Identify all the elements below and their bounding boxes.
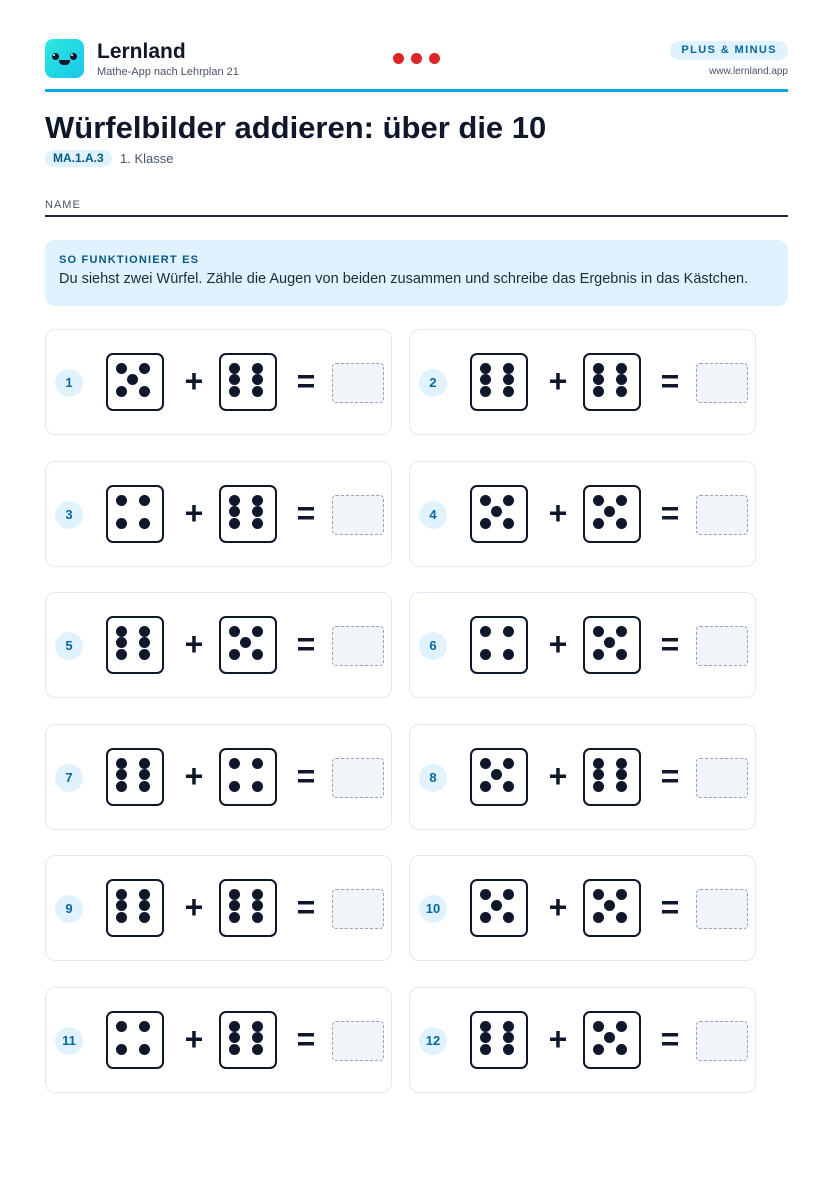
- die-pip: [616, 889, 627, 900]
- header-divider: [45, 89, 788, 92]
- task-number: 3: [55, 501, 83, 529]
- die-pip: [491, 900, 502, 911]
- grade-label: 1. Klasse: [120, 151, 174, 166]
- die-pip: [252, 781, 263, 792]
- die-pip: [503, 912, 514, 923]
- plus-sign: +: [184, 757, 204, 794]
- task-card: [409, 855, 756, 961]
- die-pip: [139, 781, 150, 792]
- task-number: 9: [55, 895, 83, 923]
- task-card: [45, 592, 392, 698]
- task-number: 10: [419, 895, 447, 923]
- die-a-icon: [470, 1011, 528, 1069]
- die-pip: [139, 518, 150, 529]
- die-pip: [116, 889, 127, 900]
- die-pip: [116, 386, 127, 397]
- task-card: [45, 987, 392, 1093]
- equals-sign: =: [660, 626, 680, 663]
- die-pip: [616, 386, 627, 397]
- header: [45, 39, 788, 91]
- task-number: 12: [419, 1027, 447, 1055]
- die-pip: [252, 386, 263, 397]
- answer-box[interactable]: [696, 758, 748, 798]
- die-b-icon: [219, 1011, 277, 1069]
- die-pip: [139, 637, 150, 648]
- die-pip: [116, 758, 127, 769]
- die-pip: [616, 1021, 627, 1032]
- die-pip: [593, 769, 604, 780]
- die-pip: [616, 1044, 627, 1055]
- die-pip: [491, 769, 502, 780]
- plus-sign: +: [184, 1021, 204, 1057]
- die-pip: [229, 912, 240, 923]
- die-pip: [116, 495, 127, 506]
- plus-sign: +: [548, 626, 568, 663]
- answer-box[interactable]: [696, 1021, 748, 1061]
- die-pip: [127, 374, 138, 385]
- die-pip: [480, 1044, 491, 1055]
- die-pip: [616, 769, 627, 780]
- die-pip: [593, 781, 604, 792]
- die-a-icon: [470, 879, 528, 937]
- die-a-icon: [470, 616, 528, 674]
- die-pip: [480, 912, 491, 923]
- die-pip: [229, 900, 240, 911]
- die-a-icon: [106, 353, 164, 411]
- die-pip: [116, 912, 127, 923]
- page-title: Würfelbilder addieren: über die 10: [45, 110, 547, 145]
- name-field[interactable]: [45, 215, 788, 217]
- die-pip: [139, 1044, 150, 1055]
- topic-badge: PLUS & MINUS: [670, 41, 788, 60]
- die-pip: [503, 1021, 514, 1032]
- name-label: NAME: [45, 199, 81, 211]
- die-pip: [593, 363, 604, 374]
- die-pip: [252, 1021, 263, 1032]
- plus-sign: +: [184, 626, 204, 663]
- equals-sign: =: [296, 889, 316, 926]
- die-pip: [491, 506, 502, 517]
- task-number: 11: [55, 1027, 83, 1055]
- website-url: www.lernland.app: [709, 66, 788, 77]
- die-pip: [139, 386, 150, 397]
- die-pip: [593, 1044, 604, 1055]
- die-pip: [616, 912, 627, 923]
- die-a-icon: [106, 485, 164, 543]
- task-card: [409, 592, 756, 698]
- equals-sign: =: [660, 757, 680, 794]
- die-b-icon: [583, 748, 641, 806]
- die-pip: [616, 781, 627, 792]
- equals-sign: =: [660, 889, 680, 926]
- die-a-icon: [106, 1011, 164, 1069]
- die-pip: [116, 900, 127, 911]
- answer-box[interactable]: [332, 758, 384, 798]
- task-card: [45, 724, 392, 830]
- plus-sign: +: [184, 494, 204, 531]
- die-pip: [593, 495, 604, 506]
- die-pip: [139, 900, 150, 911]
- plus-sign: +: [184, 889, 204, 926]
- die-pip: [139, 495, 150, 506]
- task-card: [45, 329, 392, 435]
- die-pip: [229, 1032, 240, 1043]
- task-number: 6: [419, 632, 447, 660]
- instructions-heading: SO FUNKTIONIERT ES: [59, 254, 200, 266]
- die-pip: [116, 637, 127, 648]
- die-pip: [604, 637, 615, 648]
- die-pip: [593, 386, 604, 397]
- die-pip: [616, 518, 627, 529]
- die-pip: [480, 1032, 491, 1043]
- die-pip: [252, 900, 263, 911]
- die-pip: [252, 912, 263, 923]
- die-pip: [252, 518, 263, 529]
- die-b-icon: [583, 485, 641, 543]
- die-pip: [616, 626, 627, 637]
- die-b-icon: [583, 353, 641, 411]
- answer-box[interactable]: [332, 626, 384, 666]
- die-pip: [116, 1021, 127, 1032]
- die-pip: [593, 626, 604, 637]
- die-b-icon: [219, 748, 277, 806]
- die-pip: [480, 1021, 491, 1032]
- die-pip: [252, 758, 263, 769]
- die-pip: [616, 758, 627, 769]
- die-b-icon: [219, 879, 277, 937]
- die-pip: [252, 1032, 263, 1043]
- die-pip: [503, 386, 514, 397]
- die-pip: [229, 495, 240, 506]
- die-pip: [252, 506, 263, 517]
- die-pip: [116, 363, 127, 374]
- die-pip: [604, 506, 615, 517]
- die-b-icon: [219, 353, 277, 411]
- die-pip: [229, 1044, 240, 1055]
- die-pip: [252, 495, 263, 506]
- task-card: [45, 461, 392, 567]
- task-number: 7: [55, 764, 83, 792]
- die-pip: [593, 758, 604, 769]
- plus-sign: +: [548, 363, 568, 399]
- die-pip: [229, 363, 240, 374]
- answer-box[interactable]: [332, 889, 384, 929]
- die-pip: [503, 781, 514, 792]
- equals-sign: =: [296, 626, 316, 663]
- die-pip: [116, 769, 127, 780]
- plus-sign: +: [548, 494, 568, 531]
- die-pip: [480, 889, 491, 900]
- die-pip: [252, 1044, 263, 1055]
- die-pip: [252, 363, 263, 374]
- die-pip: [503, 649, 514, 660]
- die-pip: [616, 649, 627, 660]
- die-pip: [593, 912, 604, 923]
- die-pip: [116, 518, 127, 529]
- task-number: 5: [55, 632, 83, 660]
- equals-sign: =: [296, 1021, 316, 1057]
- die-b-icon: [219, 485, 277, 543]
- die-a-icon: [106, 748, 164, 806]
- die-pip: [616, 363, 627, 374]
- curriculum-code-badge: MA.1.A.3: [45, 150, 112, 167]
- task-card: [45, 855, 392, 961]
- die-b-icon: [219, 616, 277, 674]
- equals-sign: =: [660, 363, 680, 399]
- brand-name: Lernland: [97, 40, 186, 63]
- answer-box[interactable]: [332, 1021, 384, 1061]
- die-pip: [503, 1032, 514, 1043]
- die-b-icon: [583, 616, 641, 674]
- plus-sign: +: [548, 889, 568, 926]
- die-pip: [139, 769, 150, 780]
- die-pip: [229, 506, 240, 517]
- die-pip: [116, 626, 127, 637]
- answer-box[interactable]: [332, 363, 384, 403]
- die-pip: [593, 518, 604, 529]
- die-a-icon: [470, 485, 528, 543]
- plus-sign: +: [548, 1021, 568, 1057]
- task-card: [409, 987, 756, 1093]
- die-pip: [503, 889, 514, 900]
- die-pip: [229, 374, 240, 385]
- die-pip: [480, 363, 491, 374]
- die-a-icon: [470, 748, 528, 806]
- die-pip: [480, 374, 491, 385]
- die-pip: [139, 912, 150, 923]
- die-pip: [229, 1021, 240, 1032]
- answer-box[interactable]: [696, 889, 748, 929]
- die-pip: [139, 889, 150, 900]
- answer-box[interactable]: [696, 495, 748, 535]
- die-b-icon: [583, 1011, 641, 1069]
- die-pip: [139, 649, 150, 660]
- brand-subtitle: Mathe-App nach Lehrplan 21: [97, 66, 239, 78]
- die-pip: [503, 374, 514, 385]
- die-pip: [593, 649, 604, 660]
- die-pip: [229, 889, 240, 900]
- die-pip: [252, 889, 263, 900]
- task-card: [409, 461, 756, 567]
- die-pip: [116, 781, 127, 792]
- die-a-icon: [470, 353, 528, 411]
- task-number: 1: [55, 369, 83, 397]
- task-number: 8: [419, 764, 447, 792]
- equals-sign: =: [660, 1021, 680, 1057]
- die-pip: [240, 637, 251, 648]
- die-b-icon: [583, 879, 641, 937]
- die-pip: [139, 626, 150, 637]
- task-card: [409, 724, 756, 830]
- die-pip: [229, 649, 240, 660]
- die-pip: [593, 374, 604, 385]
- logo-icon: [45, 39, 84, 78]
- instructions-text: Du siehst zwei Würfel. Zähle die Augen von beiden zusammen und schreibe das Ergebnis in das Kästchen.: [59, 271, 749, 287]
- die-pip: [593, 889, 604, 900]
- die-pip: [480, 518, 491, 529]
- die-pip: [116, 1044, 127, 1055]
- die-pip: [503, 363, 514, 374]
- die-pip: [480, 386, 491, 397]
- die-pip: [616, 374, 627, 385]
- die-pip: [252, 374, 263, 385]
- answer-box[interactable]: [696, 363, 748, 403]
- die-pip: [252, 626, 263, 637]
- die-pip: [616, 495, 627, 506]
- die-pip: [139, 758, 150, 769]
- instructions-box: [45, 240, 788, 306]
- task-card: [409, 329, 756, 435]
- equals-sign: =: [296, 494, 316, 531]
- plus-sign: +: [548, 757, 568, 794]
- answer-box[interactable]: [696, 626, 748, 666]
- die-pip: [229, 518, 240, 529]
- die-pip: [480, 649, 491, 660]
- die-pip: [229, 386, 240, 397]
- equals-sign: =: [296, 757, 316, 794]
- die-pip: [503, 626, 514, 637]
- die-pip: [116, 649, 127, 660]
- die-pip: [480, 758, 491, 769]
- die-pip: [229, 758, 240, 769]
- die-pip: [139, 1021, 150, 1032]
- task-number: 4: [419, 501, 447, 529]
- die-pip: [229, 781, 240, 792]
- die-pip: [480, 626, 491, 637]
- plus-sign: +: [184, 363, 204, 399]
- decorative-dots-icon: [393, 53, 443, 65]
- die-a-icon: [106, 879, 164, 937]
- die-pip: [503, 1044, 514, 1055]
- die-pip: [480, 781, 491, 792]
- die-pip: [229, 626, 240, 637]
- answer-box[interactable]: [332, 495, 384, 535]
- die-a-icon: [106, 616, 164, 674]
- die-pip: [604, 900, 615, 911]
- die-pip: [139, 363, 150, 374]
- task-number: 2: [419, 369, 447, 397]
- die-pip: [503, 758, 514, 769]
- die-pip: [480, 495, 491, 506]
- die-pip: [604, 1032, 615, 1043]
- die-pip: [593, 1021, 604, 1032]
- equals-sign: =: [296, 363, 316, 399]
- die-pip: [503, 495, 514, 506]
- die-pip: [503, 518, 514, 529]
- equals-sign: =: [660, 494, 680, 531]
- die-pip: [252, 649, 263, 660]
